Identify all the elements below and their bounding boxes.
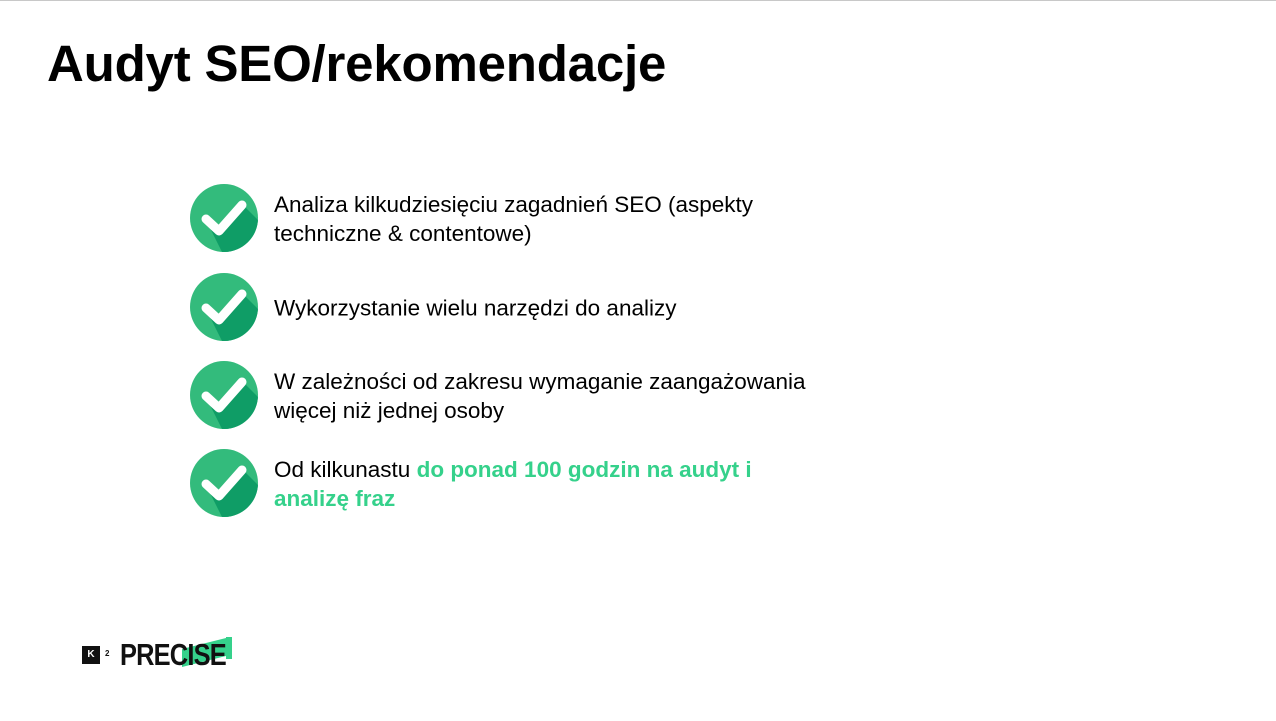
bullet-text (274, 455, 814, 513)
bullet-text-highlight: do ponad 100 godzin na audyt i analizę fraz (274, 457, 752, 511)
logo-k-mark: K (82, 646, 100, 664)
top-divider (0, 0, 1276, 1)
check-circle-icon (190, 273, 258, 341)
bullet-text: Analiza kilkudziesięciu zagadnień SEO (aspekty techniczne & contentowe) (274, 192, 754, 246)
logo-name: PRECISE (120, 637, 226, 672)
bullet-item (190, 449, 830, 519)
bullet-text-plain: Od kilkunastu (274, 457, 417, 482)
bullet-text: W zależności od zakresu wymaganie zaangażowania więcej niż jednej osoby (274, 369, 806, 423)
precise-logo (82, 635, 242, 671)
logo-superscript: 2 (105, 649, 110, 658)
bullet-item (190, 184, 830, 254)
slide-title: Audyt SEO/rekomendacje (47, 35, 667, 92)
bullet-item (190, 273, 830, 343)
check-circle-icon (190, 361, 258, 429)
logo-accent-bar (226, 637, 232, 659)
check-circle-icon (190, 184, 258, 252)
check-circle-icon (190, 449, 258, 517)
bullet-item (190, 361, 830, 431)
bullet-text: Wykorzystanie wielu narzędzi do analizy (274, 295, 677, 321)
logo-wordmark (120, 637, 232, 671)
